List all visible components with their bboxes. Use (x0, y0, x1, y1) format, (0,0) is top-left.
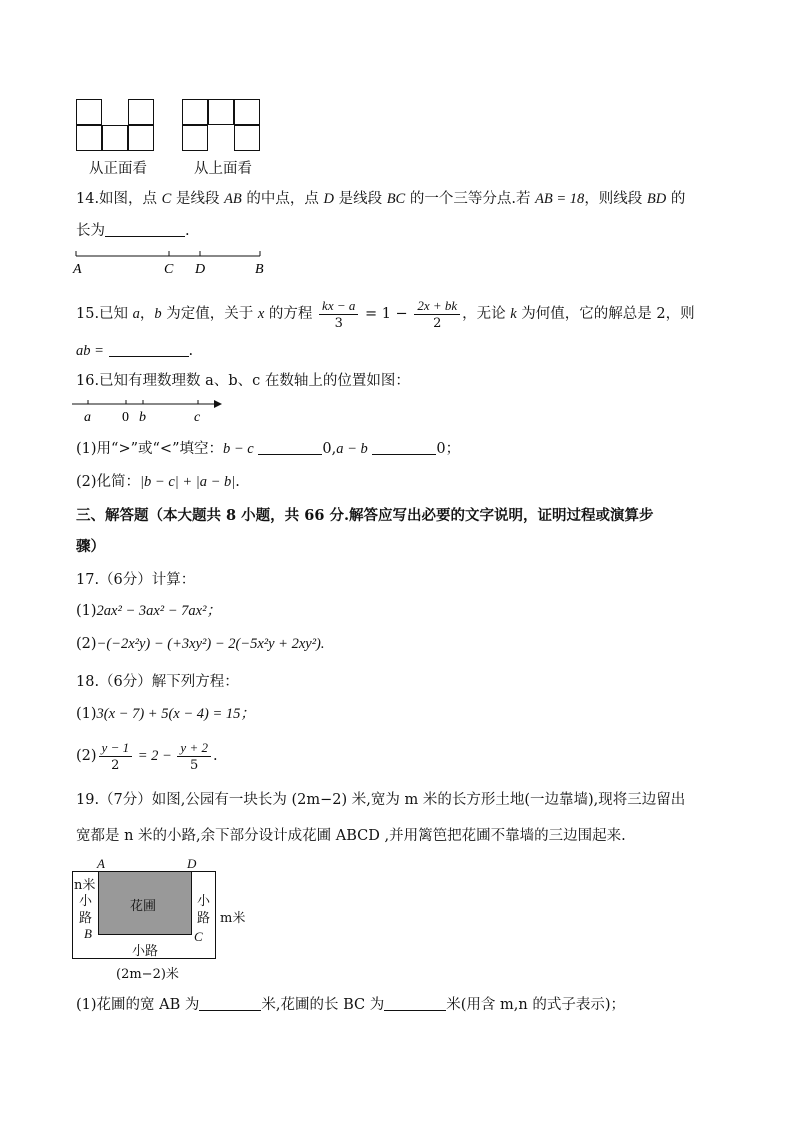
axis-label-c: c (194, 410, 201, 425)
q17-part1: (1)2ax² − 3ax² − 7ax²； (76, 603, 221, 619)
q15-line2: ab = . (76, 343, 194, 359)
q18-title: 18.（6分）解下列方程： (76, 674, 239, 690)
q14-segment-figure (70, 246, 270, 278)
q16-part2: (2)化简：|b − c| + |a − b|. (76, 474, 240, 490)
right-path-label-2: 路 (197, 911, 211, 926)
q15-line1: 15.已知 a，b 为定值，关于 x 的方程 $\frac{kx - a}{3}$ = 1 − $\frac{2x + bk}{2}$ ，无论 k 为何值，它的解总是 2，则 (76, 297, 695, 331)
q16-number-line (70, 394, 230, 428)
bottom-path-label: 小路 (132, 944, 159, 959)
q16-blank-1[interactable] (258, 440, 322, 455)
right-path-label-1: 小 (197, 894, 211, 909)
left-path-label-2: 路 (79, 911, 93, 926)
q16-title: 16.已知有理数理数 a、b、c 在数轴上的位置如图： (76, 373, 410, 389)
q17-title: 17.（6分）计算： (76, 572, 196, 588)
axis-label-b: b (139, 410, 146, 425)
q18-fraction-1: $\frac{y - 1}{2}$ (99, 740, 133, 773)
point-A-label: A (73, 262, 82, 277)
q19-blank-width[interactable] (199, 996, 261, 1011)
corner-C-label: C (194, 929, 203, 944)
garden-label: 花圃 (130, 899, 157, 914)
point-C-label: C (164, 262, 174, 277)
point-D-label: D (195, 262, 206, 277)
corner-A-label: A (97, 856, 105, 871)
q16-part1: (1)用“>”或“<”填空：b − c 0,a − b 0； (76, 441, 461, 457)
m-width-label: m米 (220, 911, 246, 926)
axis-label-0: 0 (122, 410, 129, 425)
q18-part1: (1)3(x − 7) + 5(x − 4) = 15； (76, 706, 255, 722)
q15-fraction-1: $\frac{kx - a}{3}$ (319, 298, 358, 331)
q19-part1: (1)花圃的宽 AB 为 米,花圃的长 BC 为 米(用含 m,n 的式子表示)； (76, 997, 625, 1013)
section3-heading-line1: 三、解答题（本大题共 8 小题，共 66 分.解答应写出必要的文字说明，证明过程或演算步 (76, 507, 654, 524)
q19-line1: 19.（7分）如图,公园有一块长为 (2m−2) 米,宽为 m 米的长方形土地(一边靠墙),现将三边留出 (76, 792, 686, 808)
section3-heading-line2: 骤） (76, 538, 105, 555)
q17-part2: (2)−(−2x²y) − (+3xy²) − 2(−5x²y + 2xy²). (76, 636, 325, 652)
n-width-label: n米 (74, 878, 96, 893)
q18-part2: (2) $\frac{y - 1}{2}$ = 2 − $\frac{y + 2}{5}$ . (76, 739, 218, 773)
q16-blank-2[interactable] (372, 440, 436, 455)
front-view-grid (76, 99, 158, 153)
corner-D-label: D (187, 856, 197, 871)
top-view-label: 从上面看 (194, 161, 252, 177)
q14-line1: 14.如图，点 C 是线段 AB 的中点，点 D 是线段 BC 的一个三等分点.若 AB = 18，则线段 BD 的 (76, 191, 686, 207)
q14-line2: 长为 . (76, 223, 190, 239)
q14-answer-blank[interactable] (105, 222, 185, 237)
left-path-label-1: 小 (79, 894, 93, 909)
axis-label-a: a (84, 410, 91, 425)
q15-answer-blank[interactable] (109, 342, 189, 357)
q18-fraction-2: $\frac{y + 2}{5}$ (177, 740, 211, 773)
front-view-label: 从正面看 (89, 161, 147, 177)
q19-line2: 宽都是 n 米的小路,余下部分设计成花圃 ABCD ,并用篱笆把花圃不靠墙的三边围起来. (76, 828, 626, 844)
q19-park-figure (70, 855, 250, 985)
q15-fraction-2: $\frac{2x + bk}{2}$ (414, 298, 460, 331)
point-B-label: B (255, 262, 264, 277)
q19-blank-length[interactable] (384, 996, 446, 1011)
length-label: (2m−2)米 (116, 967, 179, 982)
top-view-grid (182, 99, 264, 153)
corner-B-label: B (84, 926, 92, 941)
